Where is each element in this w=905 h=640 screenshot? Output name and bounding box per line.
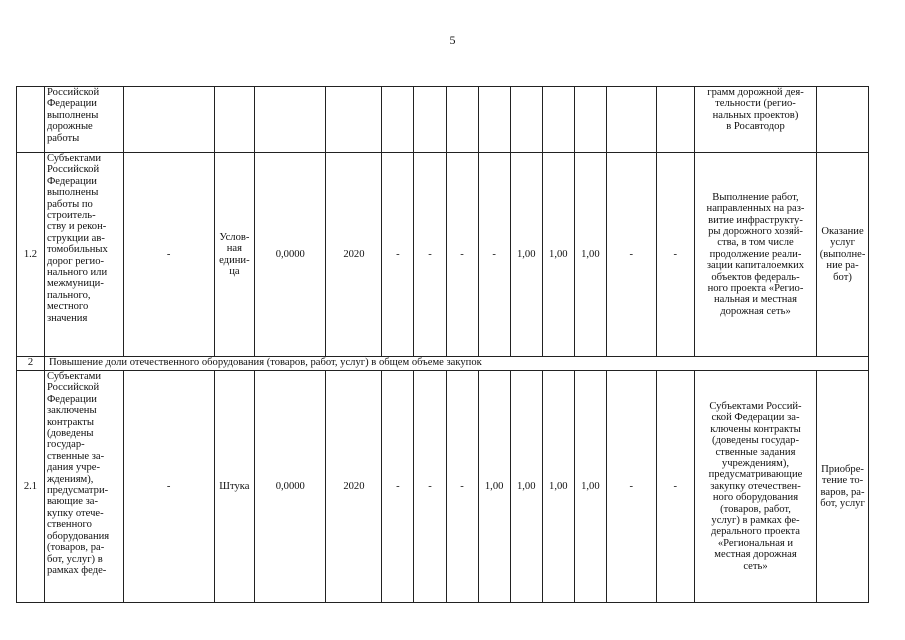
value: 0,0000 xyxy=(255,153,326,357)
year-value: 1,00 xyxy=(478,371,510,603)
year-value: - xyxy=(446,153,478,357)
year-value: - xyxy=(414,153,446,357)
extra-value: - xyxy=(606,371,656,603)
year-value: 1,00 xyxy=(542,153,574,357)
result-type: Оказание услуг (выполне- ние ра- бот) xyxy=(817,153,869,357)
row-number: 1.2 xyxy=(17,153,45,357)
year-value: 1,00 xyxy=(574,153,606,357)
description: Выполнение работ, направленных на раз- витие инфраструкту- ры дорожного хозяй- ства, в том числе продолжение реали- зации капиталоемких объектов федераль- ного проекта «Регио- нальная и местная дорожная сеть» xyxy=(694,153,816,357)
data-table xyxy=(16,86,869,603)
value xyxy=(255,87,326,153)
year-value: - xyxy=(382,371,414,603)
year-value: 1,00 xyxy=(574,371,606,603)
indicator-name: Субъектами Российской Федерации выполнены работы по строитель- ству и рекон- струкции ав- томобильных дорог регио- нального или межмуници- пального, местного значения xyxy=(44,153,123,357)
page-number: 5 xyxy=(449,33,456,47)
result-type xyxy=(817,87,869,153)
description: грамм дорожной дея- тельности (регио- нальных проектов) в Росавтодор xyxy=(694,87,816,153)
year-value xyxy=(574,87,606,153)
extra-value: - xyxy=(656,371,694,603)
year-value xyxy=(510,87,542,153)
unit: Штука xyxy=(214,371,254,603)
indicator-name: Российской Федерации выполнены дорожные работы xyxy=(44,87,123,153)
value: 0,0000 xyxy=(255,371,326,603)
year-value: 1,00 xyxy=(510,153,542,357)
section-number: 2 xyxy=(17,357,45,371)
year-value xyxy=(542,87,574,153)
extra-value xyxy=(606,87,656,153)
extra-value xyxy=(656,87,694,153)
section-title: Повышение доли отечественного оборудования (товаров, работ, услуг) в общем объеме закупок xyxy=(44,357,868,371)
base-value xyxy=(123,87,214,153)
table-row xyxy=(17,371,869,603)
year-value: - xyxy=(446,371,478,603)
section-row xyxy=(17,357,869,371)
year xyxy=(326,87,382,153)
extra-value: - xyxy=(606,153,656,357)
year-value: - xyxy=(382,153,414,357)
table-row xyxy=(17,87,869,153)
year-value: - xyxy=(478,153,510,357)
year-value xyxy=(414,87,446,153)
extra-value: - xyxy=(656,153,694,357)
year-value: 1,00 xyxy=(542,371,574,603)
unit: Услов- ная едини- ца xyxy=(214,153,254,357)
year-value: - xyxy=(414,371,446,603)
year: 2020 xyxy=(326,153,382,357)
year-value xyxy=(478,87,510,153)
base-value: - xyxy=(123,371,214,603)
year-value xyxy=(446,87,478,153)
table-row xyxy=(17,153,869,357)
base-value: - xyxy=(123,153,214,357)
result-type: Приобре- тение то- варов, ра- бот, услуг xyxy=(817,371,869,603)
unit xyxy=(214,87,254,153)
row-number xyxy=(17,87,45,153)
row-number: 2.1 xyxy=(17,371,45,603)
description: Субъектами Россий- ской Федерации за- ключены контракты (доведены государ- ственные задания учреждениям), предусматривающие закупку отечествен- ного оборудования (товаров, работ, услуг) в рамках фе- дерального проекта «Региональная и местная дорожная сеть» xyxy=(694,371,816,603)
year-value: 1,00 xyxy=(510,371,542,603)
indicator-name: Субъектами Российской Федерации заключены контракты (доведены государ- ственные за- дания учре- ждениям), предусматри- вающие за- купку отече- ственного оборудования (товаров, ра- бот, услуг) в рамках феде- xyxy=(44,371,123,603)
year: 2020 xyxy=(326,371,382,603)
year-value xyxy=(382,87,414,153)
